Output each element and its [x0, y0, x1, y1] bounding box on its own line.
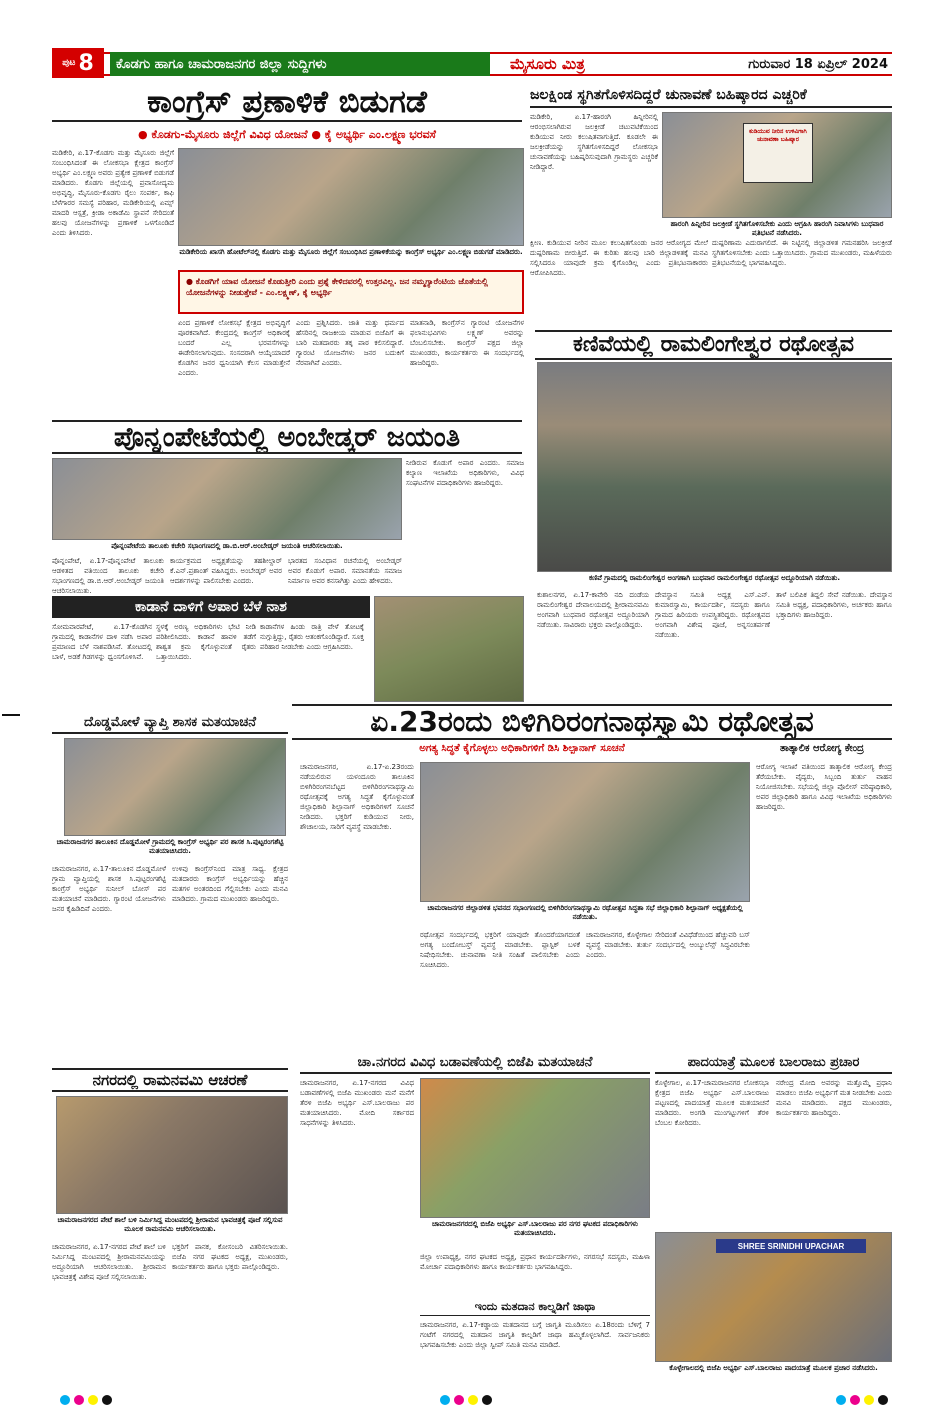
bjp-photo-caption: ಚಾಮರಾಜನಗರದಲ್ಲಿ ಬಿಜೆಪಿ ಅಭ್ಯರ್ಥಿ ಎಸ್.ಬಾಲರಾಜು ಪರ ನಗರ ಘಟಕದ ಪದಾಧಿಕಾರಿಗಳು ಮತಯಾಚಿಸಿದರು.: [432, 1220, 638, 1237]
issue-date: ಗುರುವಾರ 18 ಏಪ್ರಿಲ್ 2024: [748, 56, 888, 72]
ramanavami-headline: ನಗರದಲ್ಲಿ ರಾಮನವಮಿ ಆಚರಣೆ: [52, 1068, 288, 1092]
ambedkar-col1: ಪೊನ್ನಂಪೇಟೆ, ಏ.17-ಪೊನ್ನಂಪೇಟೆ ತಾಲೂಕು ಆಡಳಿತದ ವತಿಯಿಂದ ತಾಲೂಕು ಕಚೇರಿ ಸಭಾಂಗಣದಲ್ಲಿ ಡಾ.ಬಿ.ಆರ್.ಅಂಬೇಡ್ಕರ್ ಜಯಂತಿ ಆಚರಿಸಲಾಯಿತು.: [52, 557, 164, 594]
section-title: ಕೊಡಗು ಹಾಗೂ ಚಾಮರಾಜನಗರ ಜಿಲ್ಲಾ ಸುದ್ದಿಗಳು: [110, 52, 490, 76]
yellow-mark-right: [864, 1395, 874, 1405]
newspaper-name: ಮೈಸೂರು ಮಿತ್ರ: [510, 55, 585, 73]
yellow-mark: [88, 1395, 98, 1405]
kanive-chariot-photo: [537, 362, 892, 572]
congress-note-box: ● ಕೊಡಗಿಗೆ ಯಾವ ಯೋಜನೆ ಕೊಡುತ್ತೀರಿ ಎಂದು ಪ್ರಶ್ನೆ ಕೇಳಿದವರಲ್ಲಿ ಉತ್ತರವಿಲ್ಲ. ಜನ ನಮ್ಮಗ್ಯಾರೆಂಟಿಯ ಜೊತೆಯಲ್ಲಿ ಯೋಜನೆಗಳನ್ನು ನೀಡುತ್ತೇವೆ - ಎಂ.ಲಕ್ಷ್ಮಣ್, ಕೈ ಅಭ್ಯರ್ಥಿ: [178, 270, 524, 314]
cyan-mark: [60, 1395, 70, 1405]
kanive-col2: ದೇವಸ್ಥಾನ ಸಮಿತಿ ಅಧ್ಯಕ್ಷ ಎಸ್.ಎನ್. ಕುಮಾರಸ್ವಾಮಿ, ಕಾರ್ಯದರ್ಶಿ, ಸದಸ್ಯರು ಹಾಗೂ ಗ್ರಾಮದ ಹಿರಿಯರು ಉಪಸ್ಥಿತರಿದ್ದರು. ರಥೋತ್ಸವದ ಅಂಗವಾಗಿ ವಿಶೇಷ ಪೂಜೆ, ಅನ್ನಸಂತರ್ಪಣೆ ನಡೆಯಿತು.: [655, 591, 770, 639]
padayatre-photo: [655, 1232, 892, 1362]
ambedkar-col2: ಕಾರ್ಯಕ್ರಮದ ಅಧ್ಯಕ್ಷತೆಯನ್ನು ತಹಶೀಲ್ದಾರ್ ಕೆ.ಎನ್.ಪ್ರಶಾಂತ್ ವಹಿಸಿದ್ದರು. ಅಂಬೇಡ್ಕರ್ ಅವರ ಆದರ್ಶಗಳನ್ನು ಪಾಲಿಸಬೇಕು ಎಂದರು.: [170, 557, 282, 585]
congress-headline: ಕಾಂಗ್ರೆಸ್ ಪ್ರಣಾಳಿಕೆ ಬಿಡುಗಡೆ: [52, 84, 522, 122]
congress-photo-caption: ಮಡಿಕೇರಿಯ ಖಾಸಗಿ ಹೋಟೆಲ್‌ನಲ್ಲಿ ಕೊಡಗು ಮತ್ತು ಮೈಸೂರು ಜಿಲ್ಲೆಗೆ ಸಂಬಂಧಿಸಿದ ಪ್ರಣಾಳಿಕೆಯನ್ನು ಕಾಂಗ್ರೆಸ್ ಅಭ್ಯರ್ಥಿ ಎಂ.ಲಕ್ಷ್ಮಣ ಬಿಡುಗಡೆ ಮಾಡಿದರು.: [179, 248, 523, 256]
kadane-headline: ಕಾಡಾನೆ ದಾಳಿಗೆ ಅಪಾರ ಬೆಳೆ ನಾಶ: [52, 596, 370, 618]
ambedkar-headline: ಪೊನ್ನಂಪೇಟೆಯಲ್ಲಿ ಅಂಬೇಡ್ಕರ್ ಜಯಂತಿ: [52, 420, 522, 454]
congress-col4: ಮಾತನಾಡಿ, ಕಾಂಗ್ರೆಸ್‌ನ ಗ್ಯಾರಂಟಿ ಯೋಜನೆಗಳ ಫಲಾನುಭವಿಗಳು ಲಕ್ಷ್ಮಣ್ ಅವರನ್ನು ಬೆಂಬಲಿಸಬೇಕು. ಕಾಂಗ್ರೆಸ್ ಪಕ್ಷದ ಜಿಲ್ಲಾ ಮುಖಂಡರು, ಕಾರ್ಯಕರ್ತರು ಈ ಸಂದರ್ಭದಲ್ಲಿ ಹಾಜರಿದ್ದರು.: [410, 319, 524, 367]
kadane-col1: ಸೋಮವಾರಪೇಟೆ, ಏ.17-ಕೊಡಗಿನ ಗ್ರಾಮದಲ್ಲಿ ಕಾಡಾನೆಗಳ ದಾಳಿ ನಡೆಸಿ ಅಪಾರ ಪ್ರಮಾಣದ ಬೆಳೆ ನಾಶಪಡಿಸಿವೆ. ತೋಟದಲ್ಲಿ ಬಾಳೆ, ಅಡಕೆ ಗಿಡಗಳನ್ನು ಧ್ವಂಸಗೊಳಿಸಿವೆ.: [52, 623, 152, 661]
congress-photo: [178, 148, 524, 246]
election-warning-col1: ಮಡಿಕೇರಿ, ಏ.17-ಹಾರಂಗಿ ಹಿನ್ನೀರಿನಲ್ಲಿ ಆರಂಭಿಸಲಾಗಿರುವ ಜಲಕ್ರೀಡೆ ಚಟುವಟಿಕೆಯಿಂದ ಕುಡಿಯುವ ನೀರು ಕಲುಷಿತವಾಗುತ್ತಿದೆ. ಕೂಡಲೇ ಈ ಜಲಕ್ರೀಡೆಯನ್ನು ಸ್ಥಗಿತಗೊಳಿಸದಿದ್ದರೆ ಲೋಕಸಭಾ ಚುನಾವಣೆಯನ್ನು ಬಹಿಷ್ಕರಿಸುವುದಾಗಿ ಗ್ರಾಮಸ್ಥರು ಎಚ್ಚರಿಕೆ ನೀಡಿದ್ದಾರೆ.: [530, 113, 658, 171]
cyan-mark-center: [440, 1395, 450, 1405]
kanive-col1: ಕುಶಾಲನಗರ, ಏ.17-ಕಾವೇರಿ ನದಿ ದಂಡೆಯ ರಾಮಲಿಂಗೇಶ್ವರ ದೇವಾಲಯದಲ್ಲಿ ಶ್ರೀರಾಮನವಮಿ ಅಂಗವಾಗಿ ಬುಧವಾರ ರಥೋತ್ಸವ ಅದ್ದೂರಿಯಾಗಿ ನಡೆಯಿತು. ಸಾವಿರಾರು ಭಕ್ತರು ಪಾಲ್ಗೊಂಡಿದ್ದರು.: [537, 591, 649, 629]
black-mark: [102, 1395, 112, 1405]
ramanavami-col2: ಭಕ್ತರಿಗೆ ಪಾನಕ, ಕೋಸಂಬರಿ ವಿತರಿಸಲಾಯಿತು. ಬಿಜೆಪಿ ನಗರ ಘಟಕದ ಅಧ್ಯಕ್ಷ, ಮುಖಂಡರು, ಕಾರ್ಯಕರ್ತರು ಹಾಗೂ ಭಕ್ತರು ಪಾಲ್ಗೊಂಡಿದ್ದರು.: [172, 1243, 288, 1271]
jatha-col1: ಚಾಮರಾಜನಗರ, ಏ.17-ಕಡ್ಡಾಯ ಮತದಾನದ ಬಗ್ಗೆ ಜಾಗೃತಿ ಮೂಡಿಸಲು ಏ.18ರಂದು ಬೆಳಿಗ್ಗೆ 7 ಗಂಟೆಗೆ ನಗರದಲ್ಲಿ ಮತದಾನ ಜಾಗೃತಿ ಕಾಲ್ನಡಿಗೆ ಜಾಥಾ ಹಮ್ಮಿಕೊಳ್ಳಲಾಗಿದೆ. ಸಾರ್ವಜನಿಕರು ಭಾಗವಹಿಸಬೇಕು ಎಂದು ಜಿಲ್ಲಾ ಸ್ವೀಪ್ ಸಮಿತಿ ಮನವಿ ಮಾಡಿದೆ.: [420, 1321, 650, 1349]
election-warning-col2: ಕ್ಷೀಣ. ಕುಡಿಯುವ ನೀರಿನ ಮೂಲ ಕಲುಷಿತಗೊಂಡು ಜನರ ಆರೋಗ್ಯದ ಮೇಲೆ ದುಷ್ಪರಿಣಾಮ ಬೀರುತ್ತಿದೆ. ಈ ಕುರಿತು ಹಲವು ಬಾರಿ ಜಿಲ್ಲಾಡಳಿತಕ್ಕೆ ಮನವಿ ಸಲ್ಲಿಸಿದರೂ ಯಾವುದೇ ಕ್ರಮ ಕೈಗೊಂಡಿಲ್ಲ ಎಂದು ಪ್ರತಿಭಟನಾಕಾರರು ಆರೋಪಿಸಿದರು.: [530, 239, 708, 277]
kanive-col3: ತಾಳೆ ಬಲಿಪಿಕ ತಿದ್ದಲಿ ಸೇವೆ ನಡೆಯಿತು. ದೇವಸ್ಥಾನ ಸಮಿತಿ ಅಧ್ಯಕ್ಷ, ಪದಾಧಿಕಾರಿಗಳು, ಅರ್ಚಕರು ಹಾಗೂ ಭಕ್ತಾದಿಗಳು ಹಾಜರಿದ್ದರು.: [776, 591, 892, 619]
magenta-mark-center: [454, 1395, 464, 1405]
magenta-mark-right: [850, 1395, 860, 1405]
margin-mark: [2, 714, 20, 716]
page-number-badge: [52, 48, 104, 78]
kanive-headline: ಕಣಿವೆಯಲ್ಲಿ ರಾಮಲಿಂಗೇಶ್ವರ ರಥೋತ್ಸವ: [535, 330, 892, 360]
congress-col2: ಏಂದ ಪ್ರಣಾಳಿಕೆ ಲೋಕಸಭೆ ಕ್ಷೇತ್ರದ ಅಭಿವೃದ್ಧಿಗೆ ಪೂರಕವಾಗಿದೆ. ಕೇಂದ್ರದಲ್ಲಿ ಕಾಂಗ್ರೆಸ್ ಅಧಿಕಾರಕ್ಕೆ ಬಂದರೆ ಎಲ್ಲ ಭರವಸೆಗಳನ್ನು ಈಡೇರಿಸಲಾಗುವುದು. ಸಂಸದರಾಗಿ ಆಯ್ಕೆಯಾದರೆ ಕೊಡಗಿನ ಜನರ ಧ್ವನಿಯಾಗಿ ಕೆಲಸ ಮಾಡುತ್ತೇನೆ ಎಂದರು.: [178, 319, 290, 377]
doddamole-col1: ಚಾಮರಾಜನಗರ, ಏ.17-ತಾಲೂಕಿನ ದೊಡ್ಡಮೋಳೆ ಗ್ರಾಮ ವ್ಯಾಪ್ತಿಯಲ್ಲಿ ಶಾಸಕ ಸಿ.ಪುಟ್ಟರಂಗಶೆಟ್ಟಿ ಕಾಂಗ್ರೆಸ್ ಅಭ್ಯರ್ಥಿ ಸುನೀಲ್ ಬೋಸ್ ಪರ ಮತಯಾಚನೆ ಮಾಡಿದರು. ಗ್ಯಾರಂಟಿ ಯೋಜನೆಗಳು ಜನರ ಕೈಹಿಡಿದಿವೆ ಎಂದರು.: [52, 865, 166, 913]
congress-subhead: ● ಕೊಡಗು-ಮೈಸೂರು ಜಿಲ್ಲೆಗೆ ವಿವಿಧ ಯೋಜನೆ ● ಕೈ ಅಭ್ಯರ್ಥಿ ಎಂ.ಲಕ್ಷ್ಮಣ ಭರವಸೆ: [138, 128, 436, 141]
ambedkar-col3: ಭಾರತದ ಸಂವಿಧಾನ ರಚನೆಯಲ್ಲಿ ಅಂಬೇಡ್ಕರ್ ಅವರ ಕೊಡುಗೆ ಅಪಾರ. ಸಮಾನತೆಯ ಸಮಾಜ ನಿರ್ಮಾಣ ಅವರ ಕನಸಾಗಿತ್ತು ಎಂದು ಹೇಳಿದರು.: [288, 557, 402, 585]
biligiri-col3: ಚಾಮರಾಜನಗರ, ಕೊಳ್ಳೇಗಾಲ ಸೇರಿದಂತೆ ವಿವಿಧೆಡೆಯಿಂದ ಹೆಚ್ಚುವರಿ ಬಸ್ ವ್ಯವಸ್ಥೆ ಮಾಡಬೇಕು. ತುರ್ತು ಸಂದರ್ಭದಲ್ಲಿ ಆಂಬ್ಯುಲೆನ್ಸ್ ಸಿದ್ಧವಿರಬೇಕು ಎಂದರು.: [586, 931, 750, 959]
doddamole-photo: [64, 738, 286, 836]
kadane-col3: ಕಾಡಾನೆಗಳ ಹಿಂಡು ರಾತ್ರಿ ವೇಳೆ ತೋಟಕ್ಕೆ ನುಗ್ಗುತ್ತಿದ್ದು, ರೈತರು ಆತಂಕಗೊಂಡಿದ್ದಾರೆ. ಸೂಕ್ತ ಪರಿಹಾರ ನೀಡಬೇಕು ಎಂದು ಆಗ್ರಹಿಸಿದರು.: [260, 623, 364, 651]
black-mark-right: [878, 1395, 888, 1405]
cyan-mark-right: [836, 1395, 846, 1405]
padayatre-col2: ನರೇಂದ್ರ ಮೋದಿ ಅವರನ್ನು ಮತ್ತೊಮ್ಮೆ ಪ್ರಧಾನಿ ಮಾಡಲು ಬಿಜೆಪಿ ಅಭ್ಯರ್ಥಿಗೆ ಮತ ನೀಡಬೇಕು ಎಂದು ಮನವಿ ಮಾಡಿದರು. ಪಕ್ಷದ ಮುಖಂಡರು, ಕಾರ್ಯಕರ್ತರು ಹಾಜರಿದ್ದರು.: [776, 1079, 892, 1117]
ramanavami-photo: [56, 1096, 288, 1214]
congress-col3: ಎಂದು ಪ್ರಶ್ನಿಸಿದರು. ಜಾತಿ ಮತ್ತು ಧರ್ಮದ ಹೆಸರಿನಲ್ಲಿ ರಾಜಕೀಯ ಮಾಡುವ ಬಿಜೆಪಿಗೆ ಈ ಬಾರಿ ಮತದಾರರು ತಕ್ಕ ಪಾಠ ಕಲಿಸಲಿದ್ದಾರೆ. ಗ್ಯಾರಂಟಿ ಯೋಜನೆಗಳು ಜನರ ಬದುಕಿಗೆ ನೆರವಾಗಿವೆ ಎಂದರು.: [296, 319, 404, 367]
black-mark-center: [482, 1395, 492, 1405]
biligiri-headline: ಏ.23ರಂದು ಬಿಳಿಗಿರಿರಂಗನಾಥಸ್ವಾಮಿ ರಥೋತ್ಸವ: [292, 704, 892, 740]
padayatre-headline: ಪಾದಯಾತ್ರೆ ಮೂಲಕ ಬಾಲರಾಜು ಪ್ರಚಾರ: [655, 1052, 892, 1074]
doddamole-photo-caption: ಚಾಮರಾಜನಗರ ತಾಲೂಕಿನ ದೊಡ್ಡಮೋಳೆ ಗ್ರಾಮದಲ್ಲಿ ಕಾಂಗ್ರೆಸ್ ಅಭ್ಯರ್ಥಿ ಪರ ಶಾಸಕ ಸಿ.ಪುಟ್ಟರಂಗಶೆಟ್ಟಿ ಮತಯಾಚಿಸಿದರು.: [56, 838, 284, 855]
padayatre-photo-caption: ಕೊಳ್ಳೇಗಾಲದಲ್ಲಿ ಬಿಜೆಪಿ ಅಭ್ಯರ್ಥಿ ಎಸ್.ಬಾಲರಾಜು ಪಾದಯಾತ್ರೆ ಮೂಲಕ ಪ್ರಚಾರ ನಡೆಸಿದರು.: [669, 1364, 878, 1372]
yellow-mark-center: [468, 1395, 478, 1405]
protest-placard: ಕುಡಿಯುವ ನೀರಿನ ಉಳಿವಿಗಾಗಿ ಚುನಾವಣಾ ಬಹಿಷ್ಕಾರ: [743, 123, 813, 183]
biligiri-col2: ರಥೋತ್ಸವ ಸಂದರ್ಭದಲ್ಲಿ ಭಕ್ತರಿಗೆ ಯಾವುದೇ ತೊಂದರೆಯಾಗದಂತೆ ಅಗತ್ಯ ಬಂದೋಬಸ್ತ್ ವ್ಯವಸ್ಥೆ ಮಾಡಬೇಕು. ಪ್ಲಾಸ್ಟಿಕ್ ಬಳಕೆ ನಿಷೇಧಿಸಬೇಕು. ಚುನಾವಣಾ ನೀತಿ ಸಂಹಿತೆ ಪಾಲಿಸಬೇಕು ಎಂದು ಸೂಚಿಸಿದರು.: [420, 931, 580, 969]
health-center-subhead: ತಾತ್ಕಾಲಿಕ ಆರೋಗ್ಯ ಕೇಂದ್ರ: [780, 743, 864, 754]
biligiri-subhead: ಅಗತ್ಯ ಸಿದ್ಧತೆ ಕೈಗೊಳ್ಳಲು ಅಧಿಕಾರಿಗಳಿಗೆ ಡಿಸಿ ಶಿಲ್ಪಾನಾಗ್ ಸೂಚನೆ: [419, 743, 625, 754]
shop-sign: SHREE SRINIDHI UPACHAR: [716, 1239, 866, 1253]
bjp-col2: ಜಿಲ್ಲಾ ಉಪಾಧ್ಯಕ್ಷ, ನಗರ ಘಟಕದ ಅಧ್ಯಕ್ಷ, ಪ್ರಧಾನ ಕಾರ್ಯದರ್ಶಿಗಳು, ನಗರಸಭೆ ಸದಸ್ಯರು, ಮಹಿಳಾ ಮೋರ್ಚಾ ಪದಾಧಿಕಾರಿಗಳು ಹಾಗೂ ಕಾರ್ಯಕರ್ತರು ಭಾಗವಹಿಸಿದ್ದರು.: [420, 1253, 650, 1271]
kadane-col2: ಸ್ಥಳಕ್ಕೆ ಅರಣ್ಯ ಅಧಿಕಾರಿಗಳು ಭೇಟಿ ನೀಡಿ ಪರಿಶೀಲಿಸಿದರು. ಕಾಡಾನೆ ಹಾವಳಿ ತಡೆಗೆ ಶಾಶ್ವತ ಕ್ರಮ ಕೈಗೊಳ್ಳುವಂತೆ ರೈತರು ಒತ್ತಾಯಿಸಿದರು.: [156, 623, 256, 661]
election-warning-col3: ದುಷ್ಪರಿಣಾಮ ಎದುರಾಗಲಿದೆ. ಈ ನಿಟ್ಟಿನಲ್ಲಿ ಜಿಲ್ಲಾಡಳಿತ ಗಮನಹರಿಸಿ ಜಲಕ್ರೀಡೆ ಸ್ಥಗಿತಗೊಳಿಸಬೇಕು ಎಂದು ಒತ್ತಾಯಿಸಿದರು. ಗ್ರಾಮದ ಮುಖಂಡರು, ಮಹಿಳೆಯರು ಪ್ರತಿಭಟನೆಯಲ್ಲಿ ಭಾಗವಹಿಸಿದ್ದರು.: [712, 239, 892, 267]
doddamole-headline: ದೊಡ್ಡಮೋಳೆ ವ್ಯಾಪ್ತಿ ಶಾಸಕ ಮತಯಾಚನೆ: [52, 712, 288, 734]
kanive-photo-caption: ಕಣಿವೆ ಗ್ರಾಮದಲ್ಲಿ ರಾಮಲಿಂಗೇಶ್ವರ ಅಂಗಣಾಗಿ ಬುಧವಾರ ರಾಮಲಿಂಗೇಶ್ವರ ರಥೋತ್ಸವ ಅದ್ದೂರಿಯಾಗಿ ನಡೆಯಿತು.: [588, 574, 841, 582]
ambedkar-col4: ನೀಡಿರುವ ಕೊಡುಗೆ ಅಪಾರ ಎಂದರು. ಸಮಾಜ ಕಲ್ಯಾಣ ಇಲಾಖೆಯ ಅಧಿಕಾರಿಗಳು, ವಿವಿಧ ಸಂಘಟನೆಗಳ ಪದಾಧಿಕಾರಿಗಳು ಹಾಜರಿದ್ದರು.: [406, 459, 524, 487]
damaged-crop-photo: [374, 596, 524, 702]
padayatre-col1: ಕೊಳ್ಳೇಗಾಲ, ಏ.17-ಚಾಮರಾಜನಗರ ಲೋಕಸಭಾ ಕ್ಷೇತ್ರದ ಬಿಜೆಪಿ ಅಭ್ಯರ್ಥಿ ಎಸ್.ಬಾಲರಾಜು ಪಟ್ಟಣದಲ್ಲಿ ಪಾದಯಾತ್ರೆ ಮೂಲಕ ಮತಯಾಚನೆ ಮಾಡಿದರು. ಅಂಗಡಿ ಮುಂಗಟ್ಟುಗಳಿಗೆ ತೆರಳಿ ಬೆಂಬಲ ಕೋರಿದರು.: [655, 1079, 769, 1127]
bjp-col1: ಚಾಮರಾಜನಗರ, ಏ.17-ನಗರದ ವಿವಿಧ ಬಡಾವಣೆಗಳಲ್ಲಿ ಬಿಜೆಪಿ ಮುಖಂಡರು ಮನೆ ಮನೆಗೆ ತೆರಳಿ ಬಿಜೆಪಿ ಅಭ್ಯರ್ಥಿ ಎಸ್.ಬಾಲರಾಜು ಪರ ಮತಯಾಚಿಸಿದರು. ಮೋದಿ ಸರ್ಕಾರದ ಸಾಧನೆಗಳನ್ನು ತಿಳಿಸಿದರು.: [300, 1079, 414, 1127]
ambedkar-photo-caption: ಪೊನ್ನಂಪೇಟೆಯ ತಾಲೂಕು ಕಚೇರಿ ಸಭಾಂಗಣದಲ್ಲಿ ಡಾ.ಬಿ.ಆರ್.ಅಂಬೇಡ್ಕರ್ ಜಯಂತಿ ಆಚರಿಸಲಾಯಿತು.: [111, 542, 343, 550]
bjp-campaign-headline: ಚಾ.ನಗರದ ವಿವಿಧ ಬಡಾವಣೆಯಲ್ಲಿ ಬಿಜೆಪಿ ಮತಯಾಚನೆ: [300, 1052, 650, 1074]
biligiri-photo-caption: ಚಾಮರಾಜನಗರ ಜಿಲ್ಲಾಡಳಿತ ಭವನದ ಸಭಾಂಗಣದಲ್ಲಿ ಬಿಳಿಗಿರಿರಂಗನಾಥಸ್ವಾಮಿ ರಥೋತ್ಸವ ಸಿದ್ಧತಾ ಸಭೆ ಜಿಲ್ಲಾಧಿಕಾರಿ ಶಿಲ್ಪಾನಾಗ್ ಅಧ್ಯಕ್ಷತೆಯಲ್ಲಿ ನಡೆಯಿತು.: [427, 904, 743, 921]
ramanavami-photo-caption: ಚಾಮರಾಜನಗರದ ಪೇಟೆ ಶಾಲೆ ಬಳಿ ನಿರ್ಮಿಸಿದ್ದ ಮಂಟಪದಲ್ಲಿ ಶ್ರೀರಾಮನ ಭಾವಚಿತ್ರಕ್ಕೆ ಪೂಜೆ ಸಲ್ಲಿಸುವ ಮೂಲಕ ರಾಮನವಮಿ ಆಚರಿಸಲಾಯಿತು.: [57, 1216, 283, 1233]
ambedkar-photo: [52, 458, 402, 540]
election-warning-headline: ಜಲಕ್ಷಿಂಡ ಸ್ಥಗಿತಗೊಳಿಸದಿದ್ದರೆ ಚುನಾವಣೆ ಬಹಿಷ್ಕಾರದ ಎಚ್ಚರಿಕೆ: [530, 84, 892, 108]
biligiri-col1: ಚಾಮರಾಜನಗರ, ಏ.17-ಏ.23ರಂದು ನಡೆಯಲಿರುವ ಯಳಂದೂರು ತಾಲೂಕಿನ ಬಿಳಿಗಿರಿರಂಗನಬೆಟ್ಟದ ಬಿಳಿಗಿರಿರಂಗನಾಥಸ್ವಾಮಿ ರಥೋತ್ಸವಕ್ಕೆ ಅಗತ್ಯ ಸಿದ್ಧತೆ ಕೈಗೊಳ್ಳುವಂತೆ ಜಿಲ್ಲಾಧಿಕಾರಿ ಶಿಲ್ಪಾನಾಗ್ ಅಧಿಕಾರಿಗಳಿಗೆ ಸೂಚನೆ ನೀಡಿದರು. ಭಕ್ತರಿಗೆ ಕುಡಿಯುವ ನೀರು, ಶೌಚಾಲಯ, ಸಾರಿಗೆ ವ್ಯವಸ್ಥೆ ಮಾಡಬೇಕು.: [300, 763, 414, 831]
election-warning-photo: [662, 112, 892, 218]
election-warning-caption: ಹಾರಂಗಿ ಹಿನ್ನೀರಿನ ಜಲಕ್ರೀಡೆ ಸ್ಥಗಿತಗೊಳಿಸಬೇಕು ಎಂದು ಆಗ್ರಹಿಸಿ ಹಾರಂಗಿ ನಿವಾಸಿಗಳು ಬುಧವಾರ ಪ್ರತಿಭಟನೆ ನಡೆಸಿದರು.: [670, 220, 884, 236]
page-number: 8: [78, 50, 94, 76]
magenta-mark: [74, 1395, 84, 1405]
bjp-campaign-photo: [420, 1078, 650, 1218]
congress-col1: ಮಡಿಕೇರಿ, ಏ.17-ಕೊಡಗು ಮತ್ತು ಮೈಸೂರು ಜಿಲ್ಲೆಗೆ ಸಂಬಂಧಿಸಿದಂತೆ ಈ ಲೋಕಸಭಾ ಕ್ಷೇತ್ರದ ಕಾಂಗ್ರೆಸ್ ಅಭ್ಯರ್ಥಿ ಎಂ.ಲಕ್ಷ್ಮಣ ಅವರು ಪ್ರತ್ಯೇಕ ಪ್ರಣಾಳಿಕೆ ಬಿಡುಗಡೆ ಮಾಡಿದರು. ಕೊಡಗು ಜಿಲ್ಲೆಯಲ್ಲಿ ಪ್ರವಾಸೋದ್ಯಮ ಅಭಿವೃದ್ಧಿ, ಮೈಸೂರು-ಕೊಡಗು ರೈಲು ಸಂಪರ್ಕ, ಕಾಫಿ ಬೆಳೆಗಾರರ ಸಮಸ್ಯೆ ಪರಿಹಾರ, ಮಡಿಕೇರಿಯಲ್ಲಿ ಏಮ್ಸ್ ಮಾದರಿ ಆಸ್ಪತ್ರೆ, ಕ್ರೀಡಾ ಅಕಾಡೆಮಿ ಸ್ಥಾಪನೆ ಸೇರಿದಂತೆ ಹಲವು ಯೋಜನೆಗಳನ್ನು ಪ್ರಣಾಳಿಕೆ ಒಳಗೊಂಡಿದೆ ಎಂದು ತಿಳಿಸಿದರು.: [52, 149, 174, 237]
page-label: ಪುಟ: [62, 58, 76, 68]
biligiri-col4: ಆರೋಗ್ಯ ಇಲಾಖೆ ವತಿಯಿಂದ ತಾತ್ಕಾಲಿಕ ಆರೋಗ್ಯ ಕೇಂದ್ರ ತೆರೆಯಬೇಕು. ವೈದ್ಯರು, ಸಿಬ್ಬಂದಿ ತುರ್ತು ವಾಹನ ನಿಯೋಜಿಸಬೇಕು. ಸಭೆಯಲ್ಲಿ ಜಿಲ್ಲಾ ಪೊಲೀಸ್ ವರಿಷ್ಠಾಧಿಕಾರಿ, ಅಪರ ಜಿಲ್ಲಾಧಿಕಾರಿ ಹಾಗೂ ವಿವಿಧ ಇಲಾಖೆಯ ಅಧಿಕಾರಿಗಳು ಹಾಜರಿದ್ದರು.: [756, 763, 892, 811]
doddamole-col2: ಉಳಿವು ಕಾಂಗ್ರೆಸ್‌ನಿಂದ ಮಾತ್ರ ಸಾಧ್ಯ. ಕ್ಷೇತ್ರದ ಮತದಾರರು ಕಾಂಗ್ರೆಸ್ ಅಭ್ಯರ್ಥಿಯನ್ನು ಹೆಚ್ಚಿನ ಮತಗಳ ಅಂತರದಿಂದ ಗೆಲ್ಲಿಸಬೇಕು ಎಂದು ಮನವಿ ಮಾಡಿದರು. ಗ್ರಾಮದ ಮುಖಂಡರು ಹಾಜರಿದ್ದರು.: [172, 865, 288, 903]
jatha-headline: ಇಂದು ಮತದಾನ ಕಾಲ್ನಡಿಗೆ ಜಾಥಾ: [420, 1298, 650, 1316]
ramanavami-col1: ಚಾಮರಾಜನಗರ, ಏ.17-ನಗರದ ಪೇಟೆ ಶಾಲೆ ಬಳಿ ನಿರ್ಮಿಸಿದ್ದ ಮಂಟಪದಲ್ಲಿ ಶ್ರೀರಾಮನವಮಿಯನ್ನು ಅದ್ದೂರಿಯಾಗಿ ಆಚರಿಸಲಾಯಿತು. ಶ್ರೀರಾಮನ ಭಾವಚಿತ್ರಕ್ಕೆ ವಿಶೇಷ ಪೂಜೆ ಸಲ್ಲಿಸಲಾಯಿತು.: [52, 1243, 166, 1281]
biligiri-meeting-photo: [420, 762, 750, 902]
